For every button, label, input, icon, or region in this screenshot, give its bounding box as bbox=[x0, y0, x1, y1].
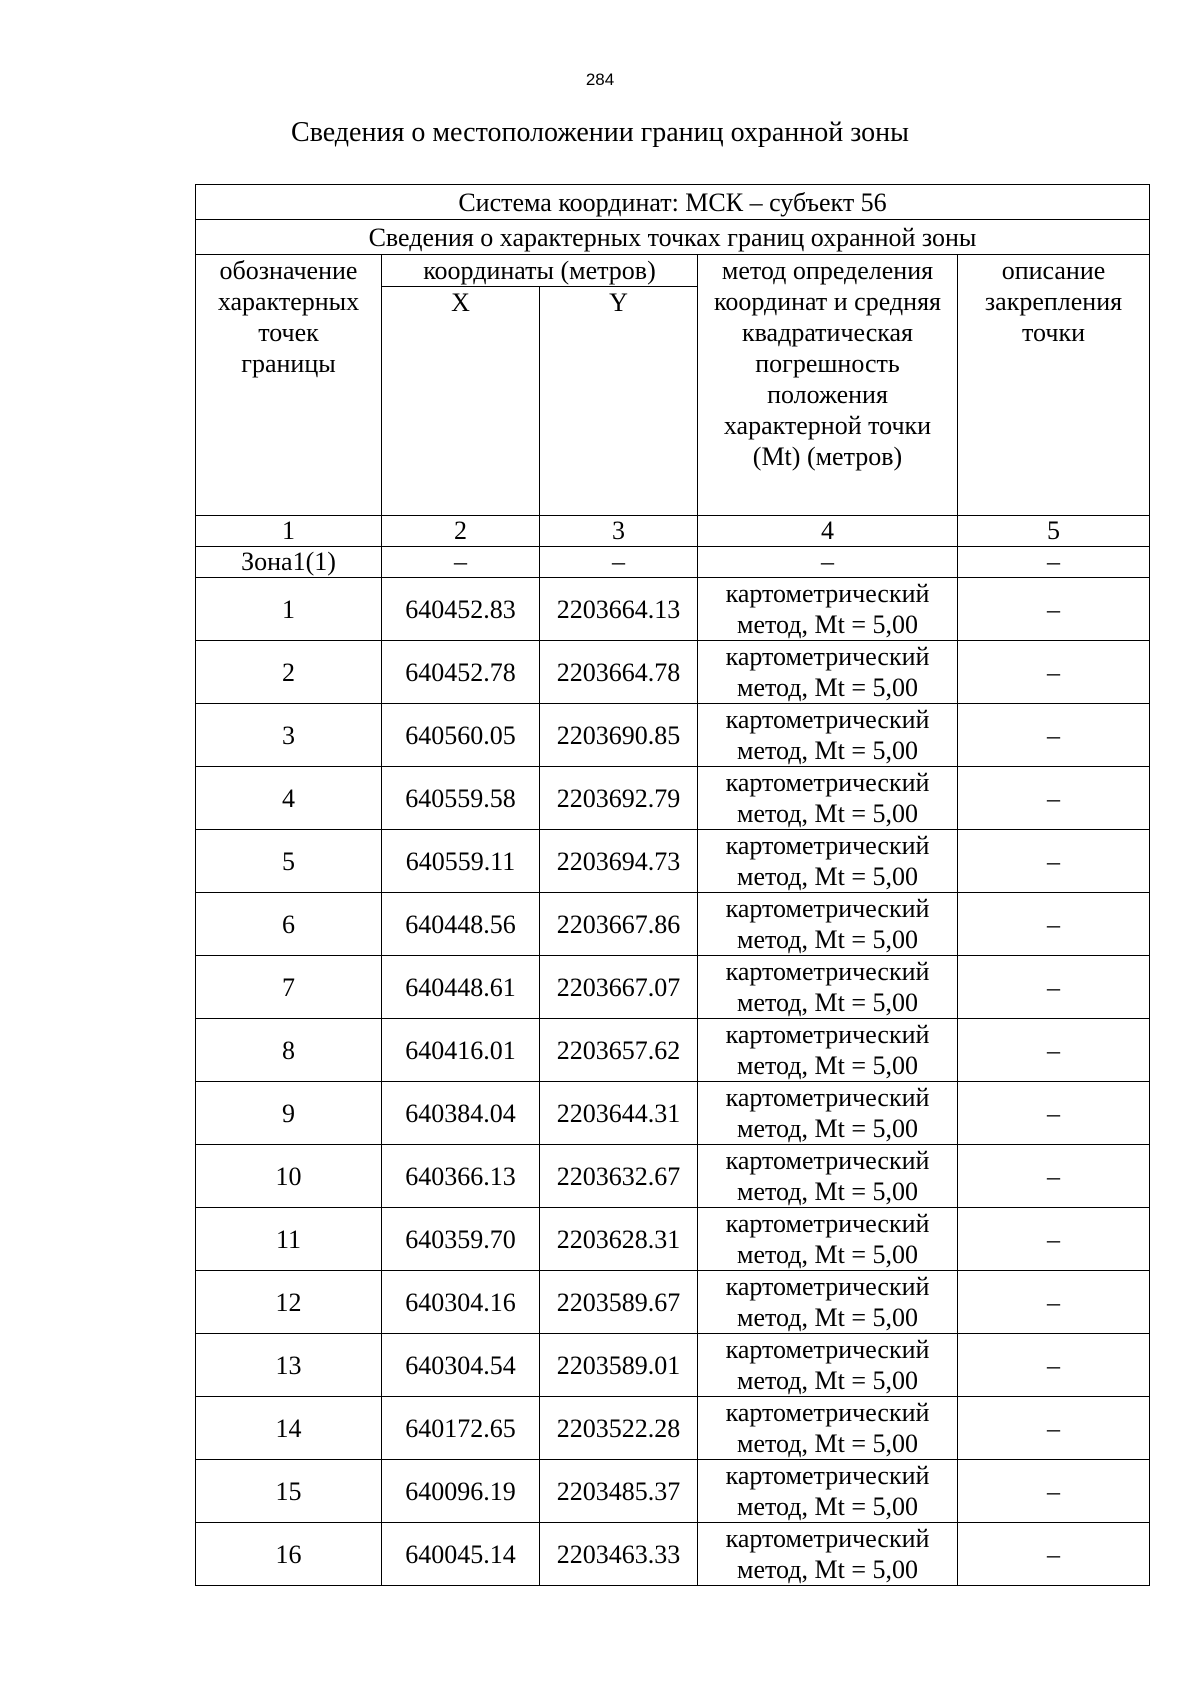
x-coordinate-cell: 640559.11 bbox=[382, 830, 540, 893]
column-numbers-row bbox=[196, 516, 1150, 547]
subtitle-cell: Сведения о характерных точках границ охранной зоны bbox=[196, 220, 1150, 255]
method-cell: картометрический метод, Mt = 5,00 bbox=[698, 1145, 958, 1208]
y-coordinate-cell: 2203589.67 bbox=[540, 1271, 698, 1334]
point-cell: 10 bbox=[196, 1145, 382, 1208]
header-row-1 bbox=[196, 255, 1150, 287]
method-cell: картометрический метод, Mt = 5,00 bbox=[698, 1460, 958, 1523]
description-cell: – bbox=[958, 1334, 1150, 1397]
zone-cell: – bbox=[382, 547, 540, 578]
method-cell: картометрический метод, Mt = 5,00 bbox=[698, 578, 958, 641]
x-coordinate-cell: 640452.78 bbox=[382, 641, 540, 704]
method-cell: картометрический метод, Mt = 5,00 bbox=[698, 641, 958, 704]
method-cell: картометрический метод, Mt = 5,00 bbox=[698, 1334, 958, 1397]
x-coordinate-cell: 640448.56 bbox=[382, 893, 540, 956]
header-y: Y bbox=[540, 287, 698, 516]
description-cell: – bbox=[958, 1460, 1150, 1523]
y-coordinate-cell: 2203522.28 bbox=[540, 1397, 698, 1460]
y-coordinate-cell: 2203690.85 bbox=[540, 704, 698, 767]
point-cell: 1 bbox=[196, 578, 382, 641]
column-number: 4 bbox=[698, 516, 958, 547]
table-row bbox=[196, 1082, 1150, 1145]
x-coordinate-cell: 640452.83 bbox=[382, 578, 540, 641]
table-row bbox=[196, 1397, 1150, 1460]
table-row bbox=[196, 1208, 1150, 1271]
x-coordinate-cell: 640096.19 bbox=[382, 1460, 540, 1523]
x-coordinate-cell: 640416.01 bbox=[382, 1019, 540, 1082]
y-coordinate-cell: 2203692.79 bbox=[540, 767, 698, 830]
y-coordinate-cell: 2203463.33 bbox=[540, 1523, 698, 1586]
method-cell: картометрический метод, Mt = 5,00 bbox=[698, 1523, 958, 1586]
method-cell: картометрический метод, Mt = 5,00 bbox=[698, 956, 958, 1019]
header-x: X bbox=[382, 287, 540, 516]
table-row bbox=[196, 641, 1150, 704]
point-cell: 6 bbox=[196, 893, 382, 956]
zone-row bbox=[196, 547, 1150, 578]
y-coordinate-cell: 2203664.13 bbox=[540, 578, 698, 641]
description-cell: – bbox=[958, 704, 1150, 767]
column-number: 5 bbox=[958, 516, 1150, 547]
point-cell: 11 bbox=[196, 1208, 382, 1271]
description-cell: – bbox=[958, 956, 1150, 1019]
x-coordinate-cell: 640560.05 bbox=[382, 704, 540, 767]
x-coordinate-cell: 640559.58 bbox=[382, 767, 540, 830]
y-coordinate-cell: 2203667.86 bbox=[540, 893, 698, 956]
zone-label: Зона1(1) bbox=[196, 547, 382, 578]
subtitle-row bbox=[196, 220, 1150, 255]
description-cell: – bbox=[958, 1523, 1150, 1586]
y-coordinate-cell: 2203694.73 bbox=[540, 830, 698, 893]
description-cell: – bbox=[958, 830, 1150, 893]
column-number: 1 bbox=[196, 516, 382, 547]
point-cell: 12 bbox=[196, 1271, 382, 1334]
description-cell: – bbox=[958, 1208, 1150, 1271]
x-coordinate-cell: 640304.16 bbox=[382, 1271, 540, 1334]
y-coordinate-cell: 2203644.31 bbox=[540, 1082, 698, 1145]
description-cell: – bbox=[958, 1271, 1150, 1334]
description-cell: – bbox=[958, 578, 1150, 641]
method-cell: картометрический метод, Mt = 5,00 bbox=[698, 1397, 958, 1460]
point-cell: 3 bbox=[196, 704, 382, 767]
x-coordinate-cell: 640304.54 bbox=[382, 1334, 540, 1397]
method-cell: картометрический метод, Mt = 5,00 bbox=[698, 1208, 958, 1271]
description-cell: – bbox=[958, 767, 1150, 830]
x-coordinate-cell: 640045.14 bbox=[382, 1523, 540, 1586]
y-coordinate-cell: 2203667.07 bbox=[540, 956, 698, 1019]
description-cell: – bbox=[958, 1145, 1150, 1208]
header-designation: обозначение характерных точек границы bbox=[196, 255, 382, 516]
point-cell: 16 bbox=[196, 1523, 382, 1586]
x-coordinate-cell: 640384.04 bbox=[382, 1082, 540, 1145]
y-coordinate-cell: 2203632.67 bbox=[540, 1145, 698, 1208]
column-number: 3 bbox=[540, 516, 698, 547]
description-cell: – bbox=[958, 893, 1150, 956]
method-cell: картометрический метод, Mt = 5,00 bbox=[698, 893, 958, 956]
zone-cell: – bbox=[958, 547, 1150, 578]
zone-cell: – bbox=[540, 547, 698, 578]
point-cell: 15 bbox=[196, 1460, 382, 1523]
method-cell: картометрический метод, Mt = 5,00 bbox=[698, 1019, 958, 1082]
y-coordinate-cell: 2203589.01 bbox=[540, 1334, 698, 1397]
y-coordinate-cell: 2203628.31 bbox=[540, 1208, 698, 1271]
coordinates-table bbox=[195, 184, 1150, 1586]
method-cell: картометрический метод, Mt = 5,00 bbox=[698, 1271, 958, 1334]
point-cell: 9 bbox=[196, 1082, 382, 1145]
point-cell: 5 bbox=[196, 830, 382, 893]
table-row bbox=[196, 1019, 1150, 1082]
y-coordinate-cell: 2203485.37 bbox=[540, 1460, 698, 1523]
x-coordinate-cell: 640448.61 bbox=[382, 956, 540, 1019]
column-number: 2 bbox=[382, 516, 540, 547]
y-coordinate-cell: 2203657.62 bbox=[540, 1019, 698, 1082]
table-row bbox=[196, 830, 1150, 893]
table-row bbox=[196, 956, 1150, 1019]
table-row bbox=[196, 578, 1150, 641]
zone-cell: – bbox=[698, 547, 958, 578]
page-number: 284 bbox=[585, 70, 615, 89]
point-cell: 4 bbox=[196, 767, 382, 830]
table-row bbox=[196, 1271, 1150, 1334]
point-cell: 14 bbox=[196, 1397, 382, 1460]
x-coordinate-cell: 640359.70 bbox=[382, 1208, 540, 1271]
page-title: Сведения о местоположении границ охранной зоны bbox=[291, 117, 909, 148]
x-coordinate-cell: 640172.65 bbox=[382, 1397, 540, 1460]
table-row bbox=[196, 1334, 1150, 1397]
header-description: описание закрепления точки bbox=[958, 255, 1150, 516]
method-cell: картометрический метод, Mt = 5,00 bbox=[698, 830, 958, 893]
header-coordinates: координаты (метров) bbox=[382, 255, 698, 287]
table-row bbox=[196, 1523, 1150, 1586]
method-cell: картометрический метод, Mt = 5,00 bbox=[698, 1082, 958, 1145]
header-method: метод определения координат и средняя квадратическая погрешность положения характерной точки (Mt) (метров) bbox=[698, 255, 958, 516]
table-row bbox=[196, 704, 1150, 767]
method-cell: картометрический метод, Mt = 5,00 bbox=[698, 767, 958, 830]
y-coordinate-cell: 2203664.78 bbox=[540, 641, 698, 704]
coord-system-row bbox=[196, 185, 1150, 220]
point-cell: 8 bbox=[196, 1019, 382, 1082]
x-coordinate-cell: 640366.13 bbox=[382, 1145, 540, 1208]
description-cell: – bbox=[958, 641, 1150, 704]
point-cell: 2 bbox=[196, 641, 382, 704]
table-row bbox=[196, 1460, 1150, 1523]
description-cell: – bbox=[958, 1082, 1150, 1145]
table-row bbox=[196, 767, 1150, 830]
method-cell: картометрический метод, Mt = 5,00 bbox=[698, 704, 958, 767]
description-cell: – bbox=[958, 1019, 1150, 1082]
table-row bbox=[196, 1145, 1150, 1208]
point-cell: 13 bbox=[196, 1334, 382, 1397]
table-row bbox=[196, 893, 1150, 956]
coord-system-cell: Система координат: МСК – субъект 56 bbox=[196, 185, 1150, 220]
point-cell: 7 bbox=[196, 956, 382, 1019]
description-cell: – bbox=[958, 1397, 1150, 1460]
